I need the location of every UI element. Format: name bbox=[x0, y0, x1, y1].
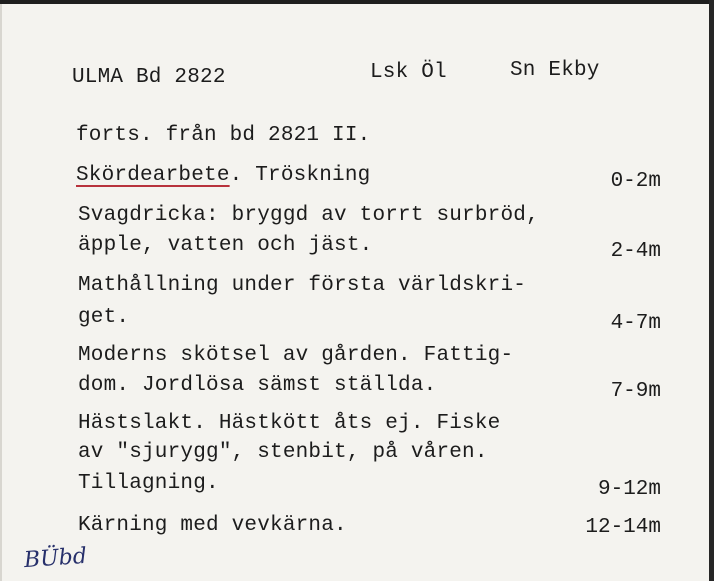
entry-code: 0-2m bbox=[610, 170, 661, 193]
entry-line: Mathållning under första världskri- bbox=[78, 274, 527, 297]
entry-rest: . Tröskning bbox=[229, 164, 371, 187]
entry-code: 12-14m bbox=[585, 516, 661, 539]
entry-line: Kärning med vevkärna. bbox=[78, 514, 347, 537]
entry-code: 9-12m bbox=[597, 478, 661, 501]
card-district: Lsk Öl bbox=[370, 61, 447, 84]
entry-line: Moderns skötsel av gården. Fattig- bbox=[78, 344, 514, 367]
archive-card bbox=[0, 4, 709, 581]
handwritten-note: BÜbd bbox=[23, 543, 88, 574]
entry-line: äpple, vatten och jäst. bbox=[78, 234, 373, 257]
entry-line: Svagdricka: bryggd av torrt surbröd, bbox=[78, 204, 539, 227]
entry-line: get. bbox=[78, 306, 130, 329]
entry-code: 4-7m bbox=[610, 312, 661, 335]
entry-line: dom. Jordlösa sämst ställda. bbox=[78, 374, 437, 397]
card-parish: Sn Ekby bbox=[510, 59, 600, 82]
entry-underlined-heading: Skördearbete bbox=[76, 164, 230, 187]
continuation-note: forts. från bd 2821 II. bbox=[76, 124, 371, 147]
entry-code: 2-4m bbox=[610, 240, 661, 263]
entry-code: 7-9m bbox=[610, 380, 661, 403]
card-reference: ULMA Bd 2822 bbox=[72, 66, 226, 89]
entry-line: Tillagning. bbox=[78, 472, 219, 495]
scan-edge-right bbox=[709, 0, 714, 581]
entry-line bbox=[76, 164, 370, 187]
entry-line: av "sjurygg", stenbit, på våren. bbox=[78, 441, 488, 464]
entry-line: Hästslakt. Hästkött åts ej. Fiske bbox=[78, 412, 501, 435]
